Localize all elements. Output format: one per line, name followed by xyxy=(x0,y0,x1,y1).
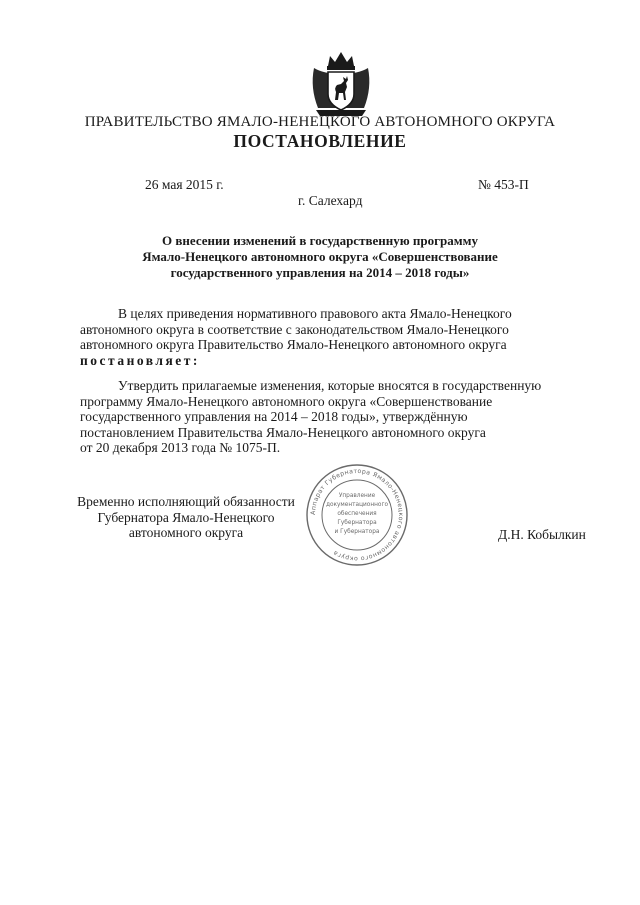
decree-word: постановляет: xyxy=(80,352,200,368)
signatory-line: автономного округа xyxy=(128,525,244,540)
signer-name: Д.Н. Кобылкин xyxy=(498,527,586,542)
subject-line: государственного управления на 2014 – 2018 годы» xyxy=(170,265,470,280)
svg-text:документационного: документационного xyxy=(325,502,389,508)
svg-text:Управление: Управление xyxy=(338,493,376,499)
coat-of-arms-icon xyxy=(308,48,374,118)
text-line: автономного округа Правительство Ямало-Ненецкого автономного округа xyxy=(80,337,507,352)
document-subject xyxy=(70,233,570,281)
signatory-title xyxy=(70,494,302,541)
svg-text:Губернатора: Губернатора xyxy=(337,520,377,526)
text-line: постановлением Правительства Ямало-Ненецкого автономного округа xyxy=(80,424,486,440)
text-line: В целях приведения нормативного правового акта Ямало-Ненецкого xyxy=(118,306,512,321)
subject-line: О внесении изменений в государственную программу xyxy=(162,233,478,248)
signatory-line: Губернатора Ямало-Ненецкого xyxy=(97,509,275,525)
resolution-paragraph xyxy=(80,378,598,456)
government-title: ПРАВИТЕЛЬСТВО ЯМАЛО-НЕНЕЦКОГО АВТОНОМНОГО ОКРУГА xyxy=(84,114,556,130)
svg-text:Аппарат Губернатора Ямало-Нене: Аппарат Губернатора Ямало-Ненецкого автономного округа xyxy=(309,467,405,563)
document-city: г. Салехард xyxy=(298,193,363,208)
text-line: государственного управления на 2014 – 2018 годы», утверждённую xyxy=(80,409,468,424)
text-line: от 20 декабря 2013 года № 1075-П. xyxy=(80,440,281,455)
preamble-paragraph xyxy=(80,306,598,368)
text-line: программу Ямало-Ненецкого автономного округа «Совершенствование xyxy=(80,393,493,409)
svg-text:и Губернатора: и Губернатора xyxy=(334,529,380,535)
document-date: 26 мая 2015 г. xyxy=(145,177,224,192)
signatory-line: Временно исполняющий обязанности xyxy=(77,494,295,509)
subject-line: Ямало-Ненецкого автономного округа «Совершенствование xyxy=(142,249,498,264)
text-line: Утвердить прилагаемые изменения, которые вносятся в государственную xyxy=(118,378,542,393)
official-stamp-icon xyxy=(303,461,411,569)
text-line: автономного округа в соответствие с законодательством Ямало-Ненецкого xyxy=(80,321,509,337)
svg-text:обеспечения: обеспечения xyxy=(337,511,377,517)
document-number: № 453-П xyxy=(478,177,529,192)
document-type: ПОСТАНОВЛЕНИЕ xyxy=(233,131,407,151)
